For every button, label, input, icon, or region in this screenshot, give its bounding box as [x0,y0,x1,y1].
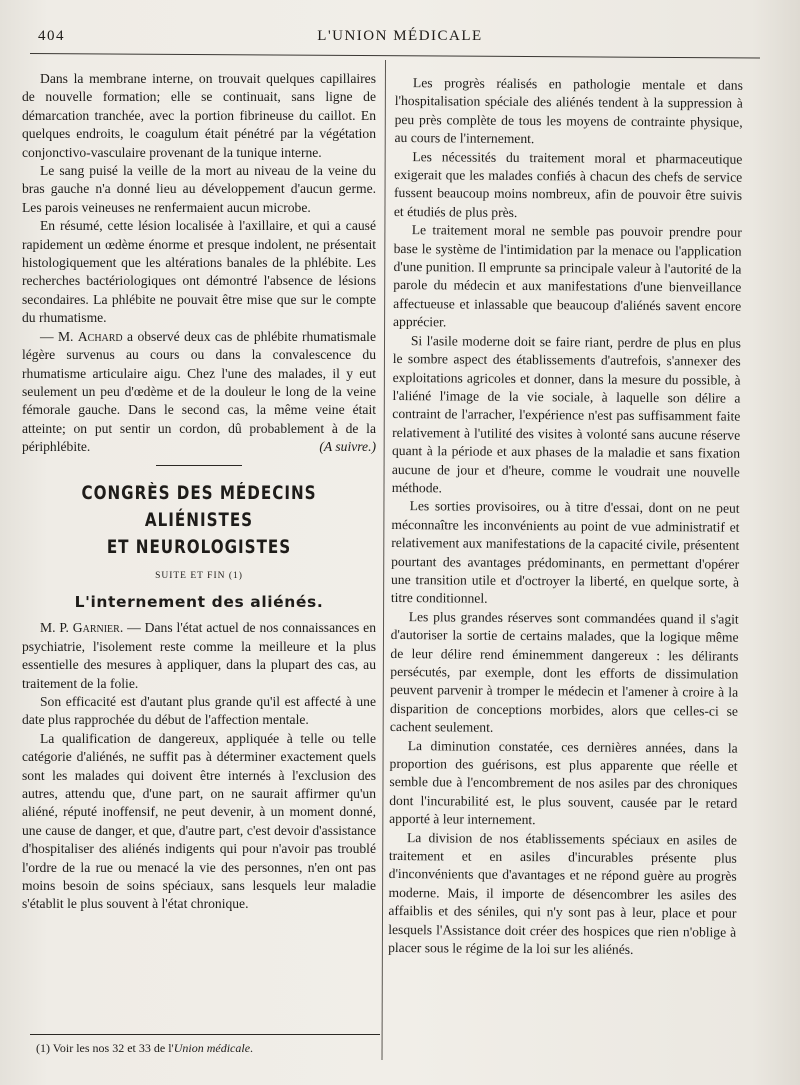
congress-title-line: CONGRÈS DES MÉDECINS ALIÉNISTES [81,482,317,531]
continued-note: (A suivre.) [319,439,376,455]
paragraph-body: a observé deux cas de phlébite rhumatismale légère survenus au cours ou dans la convalescence du rhumatisme articulaire aigu. Chez l'une des malades, il y eut seulement un peu d'œdème et de la douleur le long de la veine fémorale gauche. Dans le second cas, la même veine était atteinte; on put sentir un cordon, dû probablement à de la périphlébite. [22,328,376,455]
dash-lead: — M. [40,328,78,344]
paragraph: Le sang puisé la veille de la mort au niveau de la veine du bras gauche n'a donné lieu au développement d'aucun germe. Les parois veineuses ne renfermaient aucun microbe. [22,163,376,215]
congress-title-line: ET NEUROLOGISTES [106,536,292,558]
paragraph: Les nécessités du traitement moral et pharmaceutique exigerait que les malades confiés à chacun des chefs de service fussent beaucoup moins nombreux, afin de pouvoir être suivis et étudiés de plus près. [393,148,743,220]
footnote-rule [30,1034,380,1035]
paragraph: La division de nos établissements spéciaux en asiles de traitement et en asiles d'incurables présente plus d'inconvénients que d'avantages et ne répond guère au progrès moderne. Mais, il importe de désencombrer les asiles des affaiblis et des séniles, qui n'y sont pas à leur, place et pour lesquels l'Assistance doit créer des hospices que rien n'oblige à placer sous le régime de la loi sur les aliénés. [388,829,738,957]
paragraph: La qualification de dangereux, appliquée à telle ou telle catégorie d'aliénés, ne suffit pas à déterminer exactement quels sont les malades qui doivent être internés à l'exclusion des autres, attendu que, d'une part, on ne saurait affirmer qu'un aliéné, réputé inoffensif, ne peut devenir, à un moment donné, une cause de danger, et que, d'autre part, c'est devoir d'assistance d'hospitaliser des aliénés indigents qui pour n'avoir pas troublé l'ordre de la rue ou menacé la vie des personnes, n'en ont pas moins besoin de soins spéciaux, sans lesquels leur maladie s'établit le plus souvent à l'état chronique. [22,730,376,912]
footnote-journal: Union médicale [173,1041,251,1055]
paragraph-body: . — Dans l'état actuel de nos connaissances en psychiatrie, l'isolement reste comme la meilleure et la plus essentielle des mesures à appliquer, dans la plupart des cas, au traitement de la folie. [22,620,377,691]
footnote-text: (1) Voir les nos 32 et 33 de l' [36,1041,174,1055]
footnote-end: . [250,1041,254,1055]
left-column [22,70,376,914]
paragraph: Les plus grandes réserves sont commandées quand il s'agit d'autoriser la sortie de certains malades, que la logique même de leur délire rend éminemment dangereux : les délirants persécutés, par exemple, dont les efforts de dissimulation peuvent parvenir à tromper le médecin et l'amener à croire à la disparition de conceptions morbides, alors que celles-ci se cachent seulement. [389,608,739,736]
header-rule [30,53,760,58]
page-number: 404 [38,28,65,44]
suite-label: SUITE ET FIN (1) [155,570,243,581]
paragraph: La diminution constatée, ces dernières années, dans la proportion des guérisons, est plus apparente que réelle et semble due à l'encombrement de nos asiles par des chroniques dont l'incurabilité est, le plus souvent, causée par le retard apporté à leur internement. [389,737,738,828]
column-divider [382,60,386,1060]
author-prefix: M. P. [40,620,73,636]
congress-title [54,480,344,561]
paragraph: Si l'asile moderne doit se faire riant, perdre de plus en plus le sombre aspect des établissements d'autrefois, s'annexer des exploitations agricoles et donner, dans la mesure du possible, à l'aliéné l'image de la vie sociale, à laquelle son délire a contraint de l'arracher, l'expérience n'est pas suffisamment faite relativement à l'utilité des visites à volonté sans aucune réserve quant à la période et aux phases de la maladie et sans fixation aucune de jour et d'heure, comme le voudrait une nouvelle méthode. [391,332,741,496]
paragraph: Les progrès réalisés en pathologie mentale et dans l'hospitalisation spéciale des aliénés tendent à la suppression à peu près complète de tous les moyens de contrainte physique, au cours de l'internement. [394,75,743,147]
author-name: Achard [77,328,123,344]
author-name: Garnier [72,620,120,636]
journal-title: L'UNION MÉDICALE [317,28,483,44]
paragraph-achard [22,328,376,457]
section-title: L'internement des aliénés. [74,592,324,611]
paragraph: Dans la membrane interne, on trouvait quelques capillaires de nouvelle formation; elle se continuait, sans ligne de démarcation tranchée, avec la portion fibrineuse du caillot. En quelques endroits, le coagulum était pénétré par la végétation conjonctivo-vasculaire provenant de la tunique interne. [22,71,376,160]
page-header [30,28,770,50]
paragraph: Les sorties provisoires, ou à titre d'essai, dont on ne peut méconnaître les inconvénients au point de vue administratif et relativement aux manifestations de la capacité civile, présentent pourtant des avantages prédominants, en permettant d'opérer une transition utile et d'octroyer la liberté, en quelque sorte, à titre conditionnel. [390,498,740,607]
right-column [388,74,743,960]
footnote [36,1041,253,1056]
paragraph: En résumé, cette lésion localisée à l'axillaire, et qui a causé rapidement un œdème énorme et presque indolent, ne présentait histologiquement que les altérations banales de la phlébite. Les recherches bactériologiques ont démontré l'absence de lésions secondaires. La phlébite ne pouvait être mise que sur le compte du rhumatisme. [22,218,376,326]
section-rule [156,465,242,466]
paragraph-garnier [22,619,376,693]
paragraph: Le traitement moral ne semble pas pouvoir prendre pour base le système de l'intimidation par la menace ou l'application d'une punition. Il emprunte sa principale valeur à l'autorité de la parole du médecin et aux manifestations d'une bienveillance affectueuse et inlassable que beaucoup d'aliénés savent encore apprécier. [392,222,742,330]
paragraph: Son efficacité est d'autant plus grande qu'il est affecté à une date plus rapprochée du début de l'affection mentale. [22,693,376,728]
